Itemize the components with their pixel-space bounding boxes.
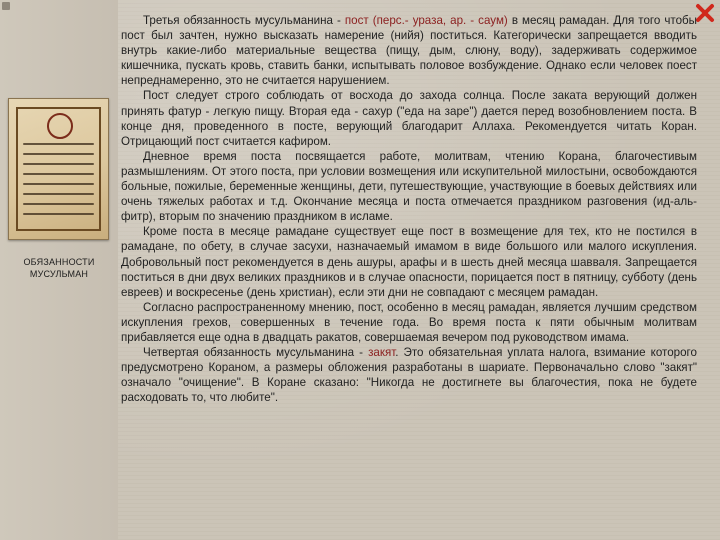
manuscript-line <box>23 213 94 215</box>
manuscript-line <box>23 153 94 155</box>
manuscript-line <box>23 193 94 195</box>
section-label-line1: ОБЯЗАННОСТИ <box>23 257 95 267</box>
manuscript-page-image <box>8 98 109 240</box>
paragraph: Кроме поста в месяце рамадане существует еще пост в возмещение для тех, кто не постился в рамадане, по обету, в случае засухи, назначаемый имамом в виде большого или малого искупления. Добровольный пост рекомендуется в день ашуры, арафы и в шесть дней месяца шавваля. Запрещается поститься в дни двух великих праздников и в случае опасности, порицается пост в пятницу, субботу (день евреев) и воскресенье (день христиан), если эти дни не совпадают с месяцем рамадан. <box>121 225 697 299</box>
manuscript-line <box>23 183 94 185</box>
paragraph: Четвертая обязанность мусульманина - закят. Это обязательная уплата налога, взимание которого предусмотрено Кораном, а размеры обложения разработаны в шариате. Первоначально слово "закят" означало "очищение". В Коране сказано: "Никогда не достигнете вы благочестия, пока не будете расходовать то, что любите". <box>121 346 697 405</box>
highlight-term: пост (перс.- ураза, ар. - саум) <box>344 14 508 27</box>
paragraph: Третья обязанность мусульманина - пост (перс.- ураза, ар. - саум) в месяц рамадан. Для того чтобы пост был зачтен, нужно высказать намерение (нийя) поститься. Категорически запрещается вводить внутрь какие-либо материальные вещества (пищу, дым, слюну, воду), задерживать содержимое кишечника, пускать кровь, ставить банки, испытывать половое возбуждение. Однако если человек поест непреднамеренно, это не считается нарушением. <box>121 14 698 88</box>
paragraph: Дневное время поста посвящается работе, молитвам, чтению Корана, благочестивым размышлениям. От этого поста, при условии возмещения или искупительной милостыни, освобождаются больные, пожилые, беременные женщины, дети, путешествующие, участвующие в боевых действиях или очень тяжелых работах и т.д. Окончание месяца и поста отмечается праздником разговения (ид-аль-фитр), вторым по значению праздником в исламе. <box>121 149 697 224</box>
section-label-line2: МУСУЛЬМАН <box>29 269 89 279</box>
manuscript-line <box>23 163 94 165</box>
paragraph: Пост следует строго соблюдать от восхода до захода солнца. После заката верующий должен принять фатур - легкую пищу. Вторая еда - сахур ("еда на заре") дается перед возобновлением поста. В конце дня, проведенного в посте, верующий благодарит Аллаха. Рекомендуется читать Коран. Отрицающий пост считается кафиром. <box>121 89 697 148</box>
section-label[interactable] <box>4 256 114 280</box>
corner-mark <box>2 2 10 10</box>
manuscript-line <box>23 173 94 175</box>
article-text <box>121 13 697 405</box>
paragraph: Согласно распространенному мнению, пост, особенно в месяц рамадан, является лучшим средством искупления грехов, совершенных в течение года. Во время поста к пяти обычным молитвам прибавляется еще одна в двадцать ракатов, совершаемая вечером под руководством имама. <box>121 300 697 344</box>
close-x-icon <box>695 3 715 23</box>
manuscript-line <box>23 203 94 205</box>
manuscript-ornament <box>47 113 73 139</box>
left-sidebar <box>0 0 118 540</box>
manuscript-line <box>23 143 94 145</box>
close-button[interactable] <box>695 3 715 23</box>
highlight-term: закят <box>368 346 396 360</box>
